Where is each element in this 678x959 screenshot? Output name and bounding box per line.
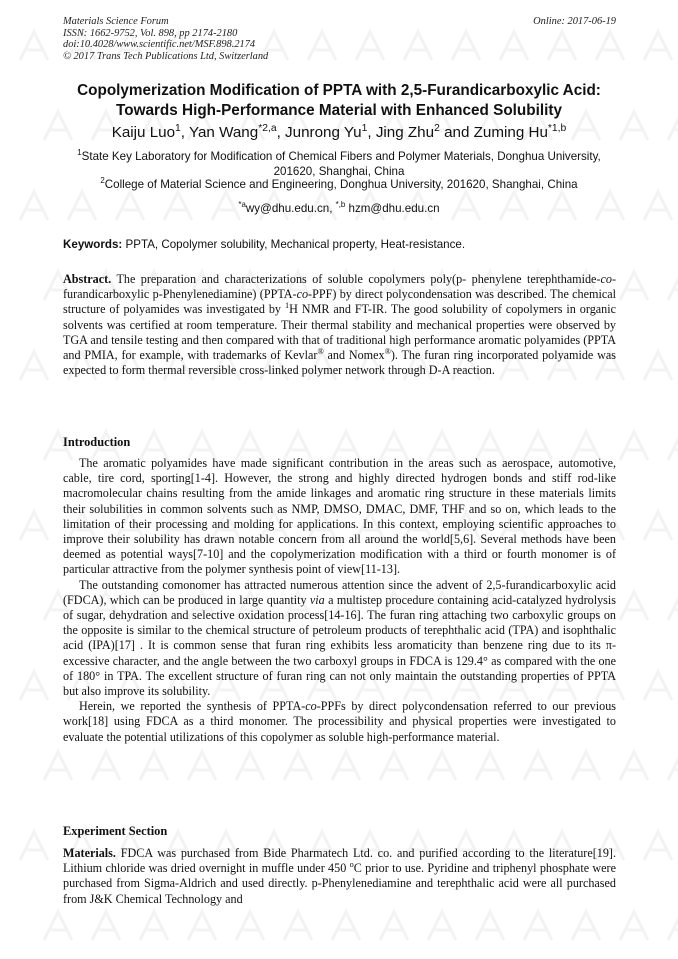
introduction-heading: Introduction [63,435,131,449]
publication-header [63,16,616,62]
online-date: Online: 2017-06-19 [533,16,616,27]
abstract-text: -PPF) by direct polycondensation was described. The chemical structure of polyamides was investigated by [63,287,616,317]
watermark-glyph [236,752,264,780]
author-sep: , [276,124,286,141]
watermark-glyph [572,912,600,940]
watermark-glyph [20,832,48,860]
watermark-glyph [668,432,678,460]
materials-paragraph [63,846,616,907]
affiliation-text: College of Material Science and Engineering, Donghua University, 201620, Shanghai, China [104,178,578,191]
watermark-glyph [20,672,48,700]
registered-mark: ® [384,346,391,356]
watermark-glyph [572,752,600,780]
copyright-line: © 2017 Trans Tech Publications Ltd, Switzerland [63,50,269,62]
watermark-glyph [428,912,456,940]
author-sep: , [180,124,189,141]
watermark-glyph [20,32,48,60]
keywords [63,237,616,252]
email-sup-a: *a [238,200,246,210]
affiliation-number: 1 [77,148,82,158]
author-sup: *2,a [258,122,277,134]
abstract-text: -furandicarboxylic p-Phenylenediamine) (PPTA- [63,272,616,302]
watermark-glyph [188,752,216,780]
intro-italic: via [309,592,325,607]
watermark-glyph [140,912,168,940]
watermark-glyph [668,912,678,940]
watermark-glyph [668,592,678,620]
abstract-text: ). The furan ring incorporated polyamide was expected to form thermal reversible cross-linked polymer network through D-A reaction. [63,348,616,378]
journal-name: Materials Science Forum [63,16,169,27]
abstract-italic: co [296,287,309,302]
intro-text: -PPFs by direct polycondensation referred to our previous work[18] using FDCA as a third monomer. The processibility and physical properties were investigated to evaluate the potential utilizations of this copolymer as soluble high-performance material. [63,699,616,744]
title-line-2: Towards High-Performance Material with Enhanced Solubility [116,101,562,119]
author-emails [40,201,638,217]
email-sep: , [329,202,336,215]
email-link-b[interactable]: hzm@dhu.edu.cn [345,202,440,215]
watermark-glyph [236,912,264,940]
watermark-glyph [644,832,672,860]
watermark-glyph [476,752,504,780]
watermark-glyph [620,432,648,460]
intro-text: a multistep procedure containing acid-catalyzed hydrolysis of sugar, dehydration and selective oxidation process[14-16]. The furan ring attaching two carboxylic groups on the opposite is similar to the chemical structure of petroleum products of terephthalic acid (TPA) and isophthalic acid (IPA)[17] . It is common sense that furan ring exhibits less aromaticity than benzene ring due to its π-excessive character, and the angle between the two carboxyl groups in FDCA is 129.4° as compared with the one of 180° in TPA. The excellent structure of furan ring can not only maintain the outstanding properties of PPTA but also improve its solubility. [63,592,616,699]
watermark-glyph [668,752,678,780]
author-name: Jing Zhu [375,124,435,141]
email-link-a[interactable]: wy@dhu.edu.cn [245,202,330,215]
experiment-heading: Experiment Section [63,824,168,838]
watermark-glyph [668,112,678,140]
watermark-glyph [92,752,120,780]
watermark-glyph [644,672,672,700]
materials-text: FDCA was purchased from Bide Pharmatech Ltd. co. and purified according to the literature[19]. Lithium chloride was dried overnight in muffle under 450 [63,846,616,876]
author-sup: 2 [434,122,440,134]
watermark-glyph [668,272,678,300]
author-name: Junrong Yu [285,124,362,141]
author-list [40,123,638,143]
watermark-glyph [620,592,648,620]
affiliation-number: 2 [100,176,105,186]
author-sep: and [439,124,474,141]
watermark-glyph [332,752,360,780]
watermark-glyph [380,752,408,780]
abstract-text: H NMR and FT-IR. The good solubility of copolymers in organic solvents was certified at room temperature. Their thermal stability and mechanical properties were observed by TGA and tensile testing and then compared with that of traditional high performance aromatic polyamides (PPTA and PMIA, for example, with trademarks of Kevlar [63,302,616,363]
keywords-text: PPTA, Copolymer solubility, Mechanical property, Heat-resistance. [122,238,466,251]
intro-paragraph-1: The aromatic polyamides have made significant contribution in the areas such as aerospace, automotive, cable, tire cord, sporting[1-4]. However, the strong and highly directed hydrogen bonds and stiff rod-like macromolecular chains resulting from the amide linkages and aromatic ring structure in these materials limits their solubilities in common solvents such as NMP, DMSO, DMAC, DMF, THF and so on, which leads to the limitation of their processing and molding for applications. In this context, employing scientific approaches to improve their solubility has drawn notable concern from all around the world[5,6]. Several methods have been deemed as potential ways[7-10] and the copolymerization modification with a third or fourth monomer is of particular attractive from the polymer synthesis point of view[11-13]. [63,456,616,577]
degree-sup: o [349,860,354,870]
intro-italic: co [305,699,317,714]
watermark-glyph [284,912,312,940]
watermark-glyph [644,32,672,60]
watermark-glyph [140,752,168,780]
watermark-glyph [20,512,48,540]
registered-mark: ® [317,346,324,356]
author-sup: 1 [361,122,368,134]
materials-text: C prior to use. Pyridine and triphenyl phosphate were purchased from Sigma-Aldrich and used directly. p-Phenylenediamine and terephthalic acid were all purchased from J&K Chemical Technology and [63,861,616,906]
watermark-glyph [284,752,312,780]
abstract-paragraph [63,272,616,378]
watermark-glyph [380,912,408,940]
watermark-glyph [44,752,72,780]
author-sup: 1 [175,122,181,134]
watermark-glyph [44,912,72,940]
watermark-glyph [644,352,672,380]
doi-line: doi:10.4028/www.scientific.net/MSF.898.2174 [63,39,256,51]
intro-text: Herein, we reported the synthesis of PPTA- [79,699,306,714]
intro-paragraph-3 [63,699,616,745]
affiliation-1 [60,149,618,180]
email-sup-b: *,b [335,200,346,210]
issn-line: ISSN: 1662-9752, Vol. 898, pp 2174-2180 [63,27,238,39]
affiliation-text: State Key Laboratory for Modification of Chemical Fibers and Polymer Materials, Donghua University, 201620, Shanghai, China [81,150,601,179]
watermark-glyph [188,912,216,940]
intro-paragraph-2 [63,578,616,700]
watermark-glyph [644,512,672,540]
watermark-glyph [476,912,504,940]
watermark-glyph [620,752,648,780]
introduction-body [63,456,616,745]
author-name: Zuming Hu [473,124,548,141]
author-name: Kaiju Luo [111,124,176,141]
watermark-glyph [92,912,120,940]
abstract-italic: co [600,272,612,286]
materials-label: Materials. [63,846,116,860]
author-name: Yan Wang [188,124,259,141]
watermark-glyph [644,192,672,220]
watermark-glyph [620,272,648,300]
watermark-glyph [428,752,456,780]
watermark-glyph [524,912,552,940]
abstract-label: Abstract. [63,272,112,286]
abstract-sup: 1 [284,301,290,311]
abstract-text: The preparation and characterizations of soluble copolymers poly(p- phenylene terephthamide- [111,272,601,286]
abstract-text: and Nomex [323,348,385,363]
watermark-glyph [524,752,552,780]
author-sup: *1,b [547,122,567,134]
paper-title [40,81,638,120]
title-line-1: Copolymerization Modification of PPTA with 2,5-Furandicarboxylic Acid: [77,82,601,99]
author-sep: , [367,124,376,141]
keywords-label: Keywords: [63,238,123,251]
watermark-glyph [620,912,648,940]
intro-text: The outstanding comonomer has attracted numerous attention since the advent of 2,5-furandicarboxylic acid (FDCA), which can be produced in large quantity [63,577,616,607]
watermark-glyph [332,912,360,940]
watermark-glyph [20,352,48,380]
affiliation-2 [60,177,618,192]
